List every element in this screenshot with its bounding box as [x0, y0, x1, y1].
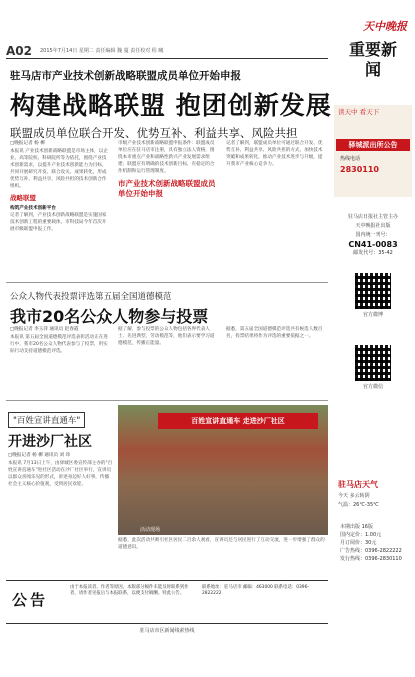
stat-line: 广告热线：0396-2822222: [340, 548, 402, 554]
lead-article-body: [10, 140, 328, 260]
page-code: A02: [6, 44, 32, 58]
publication-stats: [340, 523, 408, 563]
masthead: [333, 18, 411, 102]
hotline-number: 2830110: [340, 165, 379, 174]
notice-body: 由于本报读者、作者等原因，本版部分稿件未能及时联系到作者，请作者见报后与本报联系，以便支付稿酬。特此公告。: [70, 585, 189, 597]
article-2-col-3: [226, 326, 326, 396]
photo-banner: 百姓宣讲直通车 走进沙厂社区: [158, 413, 318, 429]
article-3-continued: [118, 537, 328, 565]
qr-caption-2: 官方微信: [362, 384, 383, 390]
lead-col1-red-heading: 战略联盟: [10, 194, 36, 202]
weather-desc: 今天 多云转阴: [338, 493, 370, 499]
page-meta: 2015年7月14日 星期二 责任编辑 魏 蔓 责任校对 程 曦: [40, 48, 164, 54]
section-divider: [6, 400, 328, 401]
lead-col1-subheading: 构筑产业技术创新平台: [10, 206, 56, 211]
weather-title: 驻马店天气: [338, 480, 378, 489]
sidebar-red-banner: 驿城派出所公告: [336, 139, 410, 151]
info-line: 国内统一刊号：: [355, 232, 391, 238]
info-line: 天中晚报社出版: [355, 223, 391, 229]
lead-kicker: 驻马店市产业技术创新战略联盟成员单位开始申报: [10, 70, 241, 82]
stat-line: 本期出版 16版: [340, 524, 373, 530]
news-photo: [118, 405, 328, 535]
article-2-heading: [10, 290, 328, 327]
brand-logo: 天中晚报: [363, 20, 407, 33]
sidebar-promo: [334, 105, 412, 197]
stat-line: 月订阅价：30元: [340, 540, 377, 546]
page-header: [6, 44, 328, 59]
article-2-byline: □晚报记者 李玉萍 通讯员 赵春霞: [10, 327, 79, 332]
lead-column-1: [10, 140, 110, 260]
article-3-byline: □晚报记者 杨 柳 通讯员 刘 珍: [8, 453, 71, 458]
section-divider: [6, 282, 328, 283]
lead-subtitle: 联盟成员单位联合开发、优势互补、利益共享、风险共担: [10, 126, 298, 140]
lead-column-3: [226, 140, 326, 260]
lead-col2-red-heading: 市产业技术创新战略联盟成员单位开始申报: [118, 179, 216, 198]
sidebar-slogan: 读天中 看天下: [338, 108, 380, 116]
lead-col1b-text: 记者了解到，产业技术创新战略联盟是实施国家技术创新工程的重要载体，市科技局今年首次开展市级联盟申报工作。: [10, 213, 107, 232]
article-2-col-1: [10, 326, 110, 396]
photo-caption: 活动现场: [140, 527, 161, 533]
article-2-headline: 我市20名公众人物参与投票: [10, 307, 209, 326]
info-line: 驻马店日报社主管主办: [347, 214, 398, 220]
article-3-body: [8, 452, 113, 560]
article-2-col-2: [118, 326, 218, 396]
article-2-kicker: 公众人物代表投票评选第五届全国道德模范: [10, 292, 172, 302]
qr-code-icon: [355, 345, 391, 381]
weather-value: 气温：26℃-35℃: [338, 502, 379, 508]
publication-info: [336, 213, 410, 258]
sidebar: [334, 105, 412, 673]
lead-column-2: [118, 140, 218, 260]
lead-col2-text: 市级产业技术创新战略联盟申报条件：联盟成员单位应在驻马店市注册，具有独立法人资格，围绕本市重点产业和战略性新兴产业发展需求组建；联盟应有明确的技术创新目标，有稳定的合作机制和运行管理制度。: [118, 141, 215, 174]
lead-col1-text: 本报讯 产业技术创新战略联盟是市场主体，以企业、高等院校、科研院所等为依托，围绕产业技术创新需求，以提升产业技术创新能力为目标，共同开展研究开发、联合攻关、成果转化，形成优势互补、利益共享、风险共担的技术创新合作组织。: [10, 149, 108, 189]
qr-caption-1: 官方微博: [362, 312, 383, 318]
notice-box: [6, 580, 328, 624]
article-3-headline: 开进沙厂社区: [8, 434, 92, 450]
article-3-heading: [8, 408, 113, 451]
stat-line: 发行热线：0396-2830110: [340, 556, 402, 562]
page-footer: 驻马店市区新闻线索热线: [139, 628, 195, 634]
info-line: 邮发代号：35-42: [353, 250, 393, 256]
weather-box: [334, 477, 412, 513]
article-2-body: [10, 326, 328, 396]
lead-byline: □晚报记者 杨 柳: [10, 141, 45, 146]
section-title: 重要新闻: [348, 40, 397, 79]
article-3-tag: "百姓宣讲直通车": [8, 412, 85, 428]
article-2-col1-text: 本报讯 第五届全国道德模范评选表彰活动正在进行中，我市20名公众人物代表参与了投票，用实际行动支持道德模范评选。: [10, 335, 108, 354]
stat-line: 国内定价：1.00元: [340, 532, 382, 538]
lead-article-heading: [10, 68, 332, 141]
hotline-label: 热线电话: [340, 156, 361, 162]
info-line: CN41-0083: [348, 240, 398, 249]
lead-col3-text: 记者了解到，联盟成员单位可通过联合开发、优势互补、利益共享、风险共担的方式，加快技术突破和成果转化，推动产业技术进步与升级，提升我市产业核心竞争力。: [226, 141, 323, 167]
lead-headline: 构建战略联盟 抱团创新发展: [10, 91, 332, 120]
qr-code-icon: [355, 273, 391, 309]
article-2-col3-text: 据悉，第五届全国道德模范评选共有候选人数百名，投票结果将作为评选的重要依据之一。: [226, 327, 323, 339]
article-3-after-photo-text: 据悉，此次活动共吸引社区居民二百余人观看，宣讲员还与居民进行了互动交流，进一步增强了群众的道德意识。: [118, 538, 325, 550]
notice-contact: 联系地址：驻马店市 邮编：463000 联系电话：0396-2822222: [202, 585, 309, 597]
article-2-col2-text: 据了解，参与投票的公众人物包括各界代表人士、先进典型、劳动模范等，他们表示要学习道德模范，传播正能量。: [118, 327, 215, 346]
article-3-text: 本报讯 7月13日上午，由驿城区委宣传部主办的"百姓宣讲直通车"进社区活动在沙厂社区举行，宣讲员以群众喜闻乐见的形式，讲述身边好人好事，传播社会主义核心价值观，受到居民欢迎。: [8, 461, 113, 487]
notice-label: 公告: [12, 591, 49, 609]
